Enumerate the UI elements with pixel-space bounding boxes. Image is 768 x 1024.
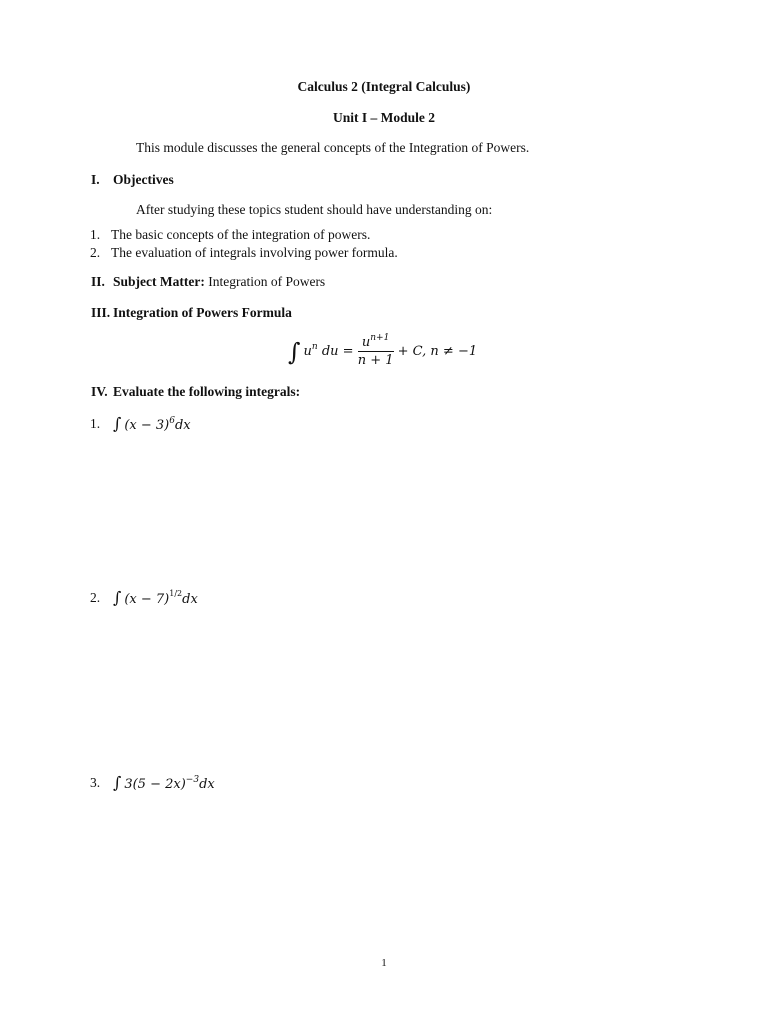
objectives-heading: Objectives — [113, 172, 174, 187]
problem-3-expression: ∫ $3(5 - 2x)^{-3}dx$ — [113, 773, 215, 792]
evaluate-number: IV. — [91, 384, 108, 399]
subject-heading: Subject Matter: — [113, 274, 205, 289]
objective-item-1-number: 1. — [90, 227, 101, 242]
objective-item-2-number: 2. — [90, 245, 101, 260]
formula-differential: du = — [321, 344, 354, 359]
power-formula — [288, 335, 477, 368]
subject-line — [113, 274, 325, 290]
formula-numerator: $u^{n+1}$ — [358, 335, 394, 352]
formula-integrand-exp: n — [311, 342, 318, 352]
integral-sign: ∫ — [113, 588, 122, 607]
objective-item-1-text: The basic concepts of the integration of powers. — [111, 227, 371, 242]
integral-sign: ∫ — [288, 338, 301, 366]
objectives-lead: After studying these topics student should have understanding on: — [136, 202, 493, 217]
document-title: Calculus 2 (Integral Calculus) — [297, 79, 471, 94]
formula-number: III. — [91, 305, 111, 320]
formula-tail: + C, n ≠ −1 — [397, 344, 478, 359]
formula-fraction — [358, 335, 394, 368]
page-number: 1 — [381, 957, 387, 969]
intro-paragraph: This module discusses the general concepts of the Integration of Powers. — [136, 140, 530, 155]
integral-sign: ∫ — [113, 773, 122, 792]
problem-2-expression: ∫ $(x - 7)^{1/2}dx$ — [113, 588, 198, 607]
subject-number: II. — [91, 274, 105, 289]
subject-value: Integration of Powers — [208, 274, 326, 289]
objective-item-2-text: The evaluation of integrals involving power formula. — [111, 245, 398, 260]
formula-numerator-exp: n+1 — [370, 333, 390, 343]
integral-sign: ∫ — [113, 414, 122, 433]
document-subtitle: Unit I – Module 2 — [332, 110, 435, 125]
formula-integrand: u — [303, 344, 312, 359]
formula-heading: Integration of Powers Formula — [113, 305, 292, 320]
problem-2-number: 2. — [90, 590, 101, 605]
problem-3-number: 3. — [90, 775, 101, 790]
formula-denominator: n + 1 — [357, 353, 394, 368]
objectives-number: I. — [91, 172, 100, 187]
evaluate-heading: Evaluate the following integrals: — [113, 384, 301, 399]
problem-1-number: 1. — [90, 416, 101, 431]
problem-1-expression: ∫ $(x - 3)^6dx$ — [113, 414, 191, 433]
